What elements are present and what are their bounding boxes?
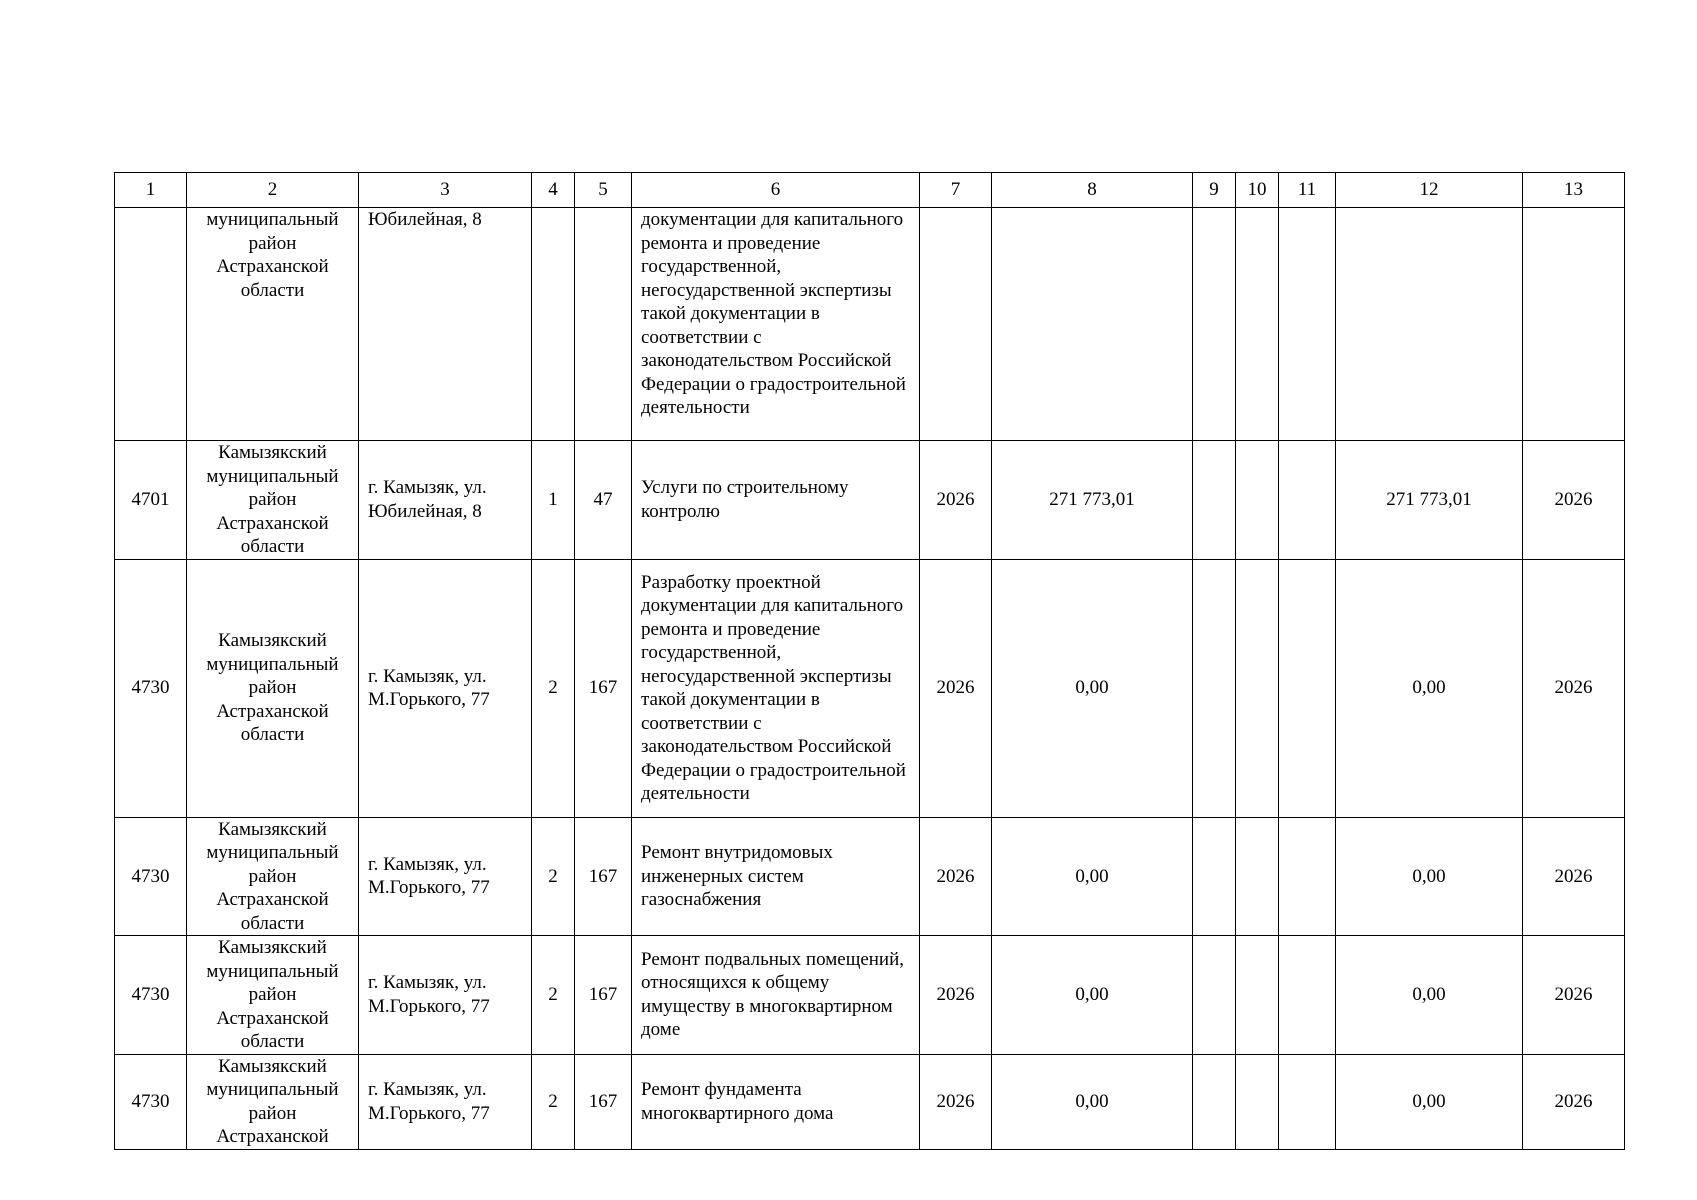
amount-total-cell: 0,00 <box>1336 559 1523 817</box>
col9-cell <box>1193 208 1236 441</box>
municipality-cell: Камызякский муниципальный район Астраханской <box>187 1054 359 1149</box>
repair-program-table <box>114 172 1625 1150</box>
column-number: 11 <box>1279 173 1336 208</box>
row-id-cell: 4730 <box>115 559 187 817</box>
table-row <box>115 817 1625 936</box>
municipality-cell: Камызякский муниципальный район Астраханской области <box>187 936 359 1055</box>
table-row <box>115 559 1625 817</box>
amount-cell: 0,00 <box>992 1054 1193 1149</box>
row-id-cell: 4701 <box>115 441 187 560</box>
year-end-cell: 2026 <box>1523 559 1625 817</box>
col5-cell: 167 <box>575 559 632 817</box>
work-type-cell: Ремонт фундамента многоквартирного дома <box>632 1054 920 1149</box>
municipality-cell: Камызякский муниципальный район Астраханской области <box>187 559 359 817</box>
row-id-cell: 4730 <box>115 817 187 936</box>
col9-cell <box>1193 1054 1236 1149</box>
row-id-cell: 4730 <box>115 1054 187 1149</box>
col11-cell <box>1279 1054 1336 1149</box>
column-number: 3 <box>359 173 532 208</box>
col4-cell <box>532 208 575 441</box>
column-number: 7 <box>920 173 992 208</box>
work-type-cell: Ремонт подвальных помещений, относящихся к общему имуществу в многоквартирном доме <box>632 936 920 1055</box>
col11-cell <box>1279 936 1336 1055</box>
year-end-cell: 2026 <box>1523 817 1625 936</box>
amount-cell <box>992 208 1193 441</box>
col10-cell <box>1236 1054 1279 1149</box>
column-number: 10 <box>1236 173 1279 208</box>
column-number: 2 <box>187 173 359 208</box>
row-id-cell: 4730 <box>115 936 187 1055</box>
amount-total-cell: 0,00 <box>1336 1054 1523 1149</box>
column-number-row <box>115 173 1625 208</box>
amount-cell: 0,00 <box>992 817 1193 936</box>
col5-cell: 167 <box>575 936 632 1055</box>
year-end-cell: 2026 <box>1523 1054 1625 1149</box>
col4-cell: 2 <box>532 936 575 1055</box>
table-row <box>115 208 1625 441</box>
col9-cell <box>1193 559 1236 817</box>
column-number: 4 <box>532 173 575 208</box>
column-number: 6 <box>632 173 920 208</box>
col10-cell <box>1236 817 1279 936</box>
col9-cell <box>1193 817 1236 936</box>
year-cell: 2026 <box>920 441 992 560</box>
address-cell: г. Камызяк, ул. Юбилейная, 8 <box>359 441 532 560</box>
column-number: 8 <box>992 173 1193 208</box>
col10-cell <box>1236 441 1279 560</box>
col5-cell <box>575 208 632 441</box>
col11-cell <box>1279 817 1336 936</box>
address-cell: г. Камызяк, ул. М.Горького, 77 <box>359 817 532 936</box>
col4-cell: 2 <box>532 1054 575 1149</box>
amount-total-cell: 0,00 <box>1336 817 1523 936</box>
col9-cell <box>1193 936 1236 1055</box>
row-id-cell <box>115 208 187 441</box>
year-end-cell <box>1523 208 1625 441</box>
year-cell: 2026 <box>920 1054 992 1149</box>
table-row <box>115 441 1625 560</box>
amount-total-cell <box>1336 208 1523 441</box>
amount-cell: 271 773,01 <box>992 441 1193 560</box>
column-number: 12 <box>1336 173 1523 208</box>
col4-cell: 1 <box>532 441 575 560</box>
work-type-cell: Услуги по строительному контролю <box>632 441 920 560</box>
col11-cell <box>1279 208 1336 441</box>
work-type-cell: Ремонт внутридомовых инженерных систем газоснабжения <box>632 817 920 936</box>
col10-cell <box>1236 559 1279 817</box>
col10-cell <box>1236 936 1279 1055</box>
address-cell: г. Камызяк, ул. М.Горького, 77 <box>359 1054 532 1149</box>
address-cell: г. Камызяк, ул. М.Горького, 77 <box>359 936 532 1055</box>
col11-cell <box>1279 559 1336 817</box>
work-type-cell: Разработку проектной документации для капитального ремонта и проведение государственной, негосударственной экспертизы такой документации в соответствии с законодательством Российской Федерации о градостроительной деятельности <box>632 559 920 817</box>
col11-cell <box>1279 441 1336 560</box>
col10-cell <box>1236 208 1279 441</box>
table-row <box>115 936 1625 1055</box>
col9-cell <box>1193 441 1236 560</box>
work-type-cell: документации для капитального ремонта и проведение государственной, негосударственной экспертизы такой документации в соответствии с законодательством Российской Федерации о градостроительной деятельности <box>632 208 920 441</box>
year-cell: 2026 <box>920 936 992 1055</box>
col5-cell: 167 <box>575 1054 632 1149</box>
address-cell: г. Камызяк, ул. М.Горького, 77 <box>359 559 532 817</box>
year-end-cell: 2026 <box>1523 936 1625 1055</box>
column-number: 1 <box>115 173 187 208</box>
col5-cell: 167 <box>575 817 632 936</box>
column-number: 9 <box>1193 173 1236 208</box>
address-cell: Юбилейная, 8 <box>359 208 532 441</box>
column-number: 13 <box>1523 173 1625 208</box>
amount-total-cell: 271 773,01 <box>1336 441 1523 560</box>
col4-cell: 2 <box>532 817 575 936</box>
table-row <box>115 1054 1625 1149</box>
year-end-cell: 2026 <box>1523 441 1625 560</box>
municipality-cell: Камызякский муниципальный район Астраханской области <box>187 441 359 560</box>
amount-cell: 0,00 <box>992 559 1193 817</box>
year-cell: 2026 <box>920 817 992 936</box>
year-cell: 2026 <box>920 559 992 817</box>
year-cell <box>920 208 992 441</box>
amount-cell: 0,00 <box>992 936 1193 1055</box>
column-number: 5 <box>575 173 632 208</box>
col4-cell: 2 <box>532 559 575 817</box>
municipality-cell: Камызякский муниципальный район Астраханской области <box>187 817 359 936</box>
col5-cell: 47 <box>575 441 632 560</box>
amount-total-cell: 0,00 <box>1336 936 1523 1055</box>
municipality-cell: муниципальный район Астраханской области <box>187 208 359 441</box>
